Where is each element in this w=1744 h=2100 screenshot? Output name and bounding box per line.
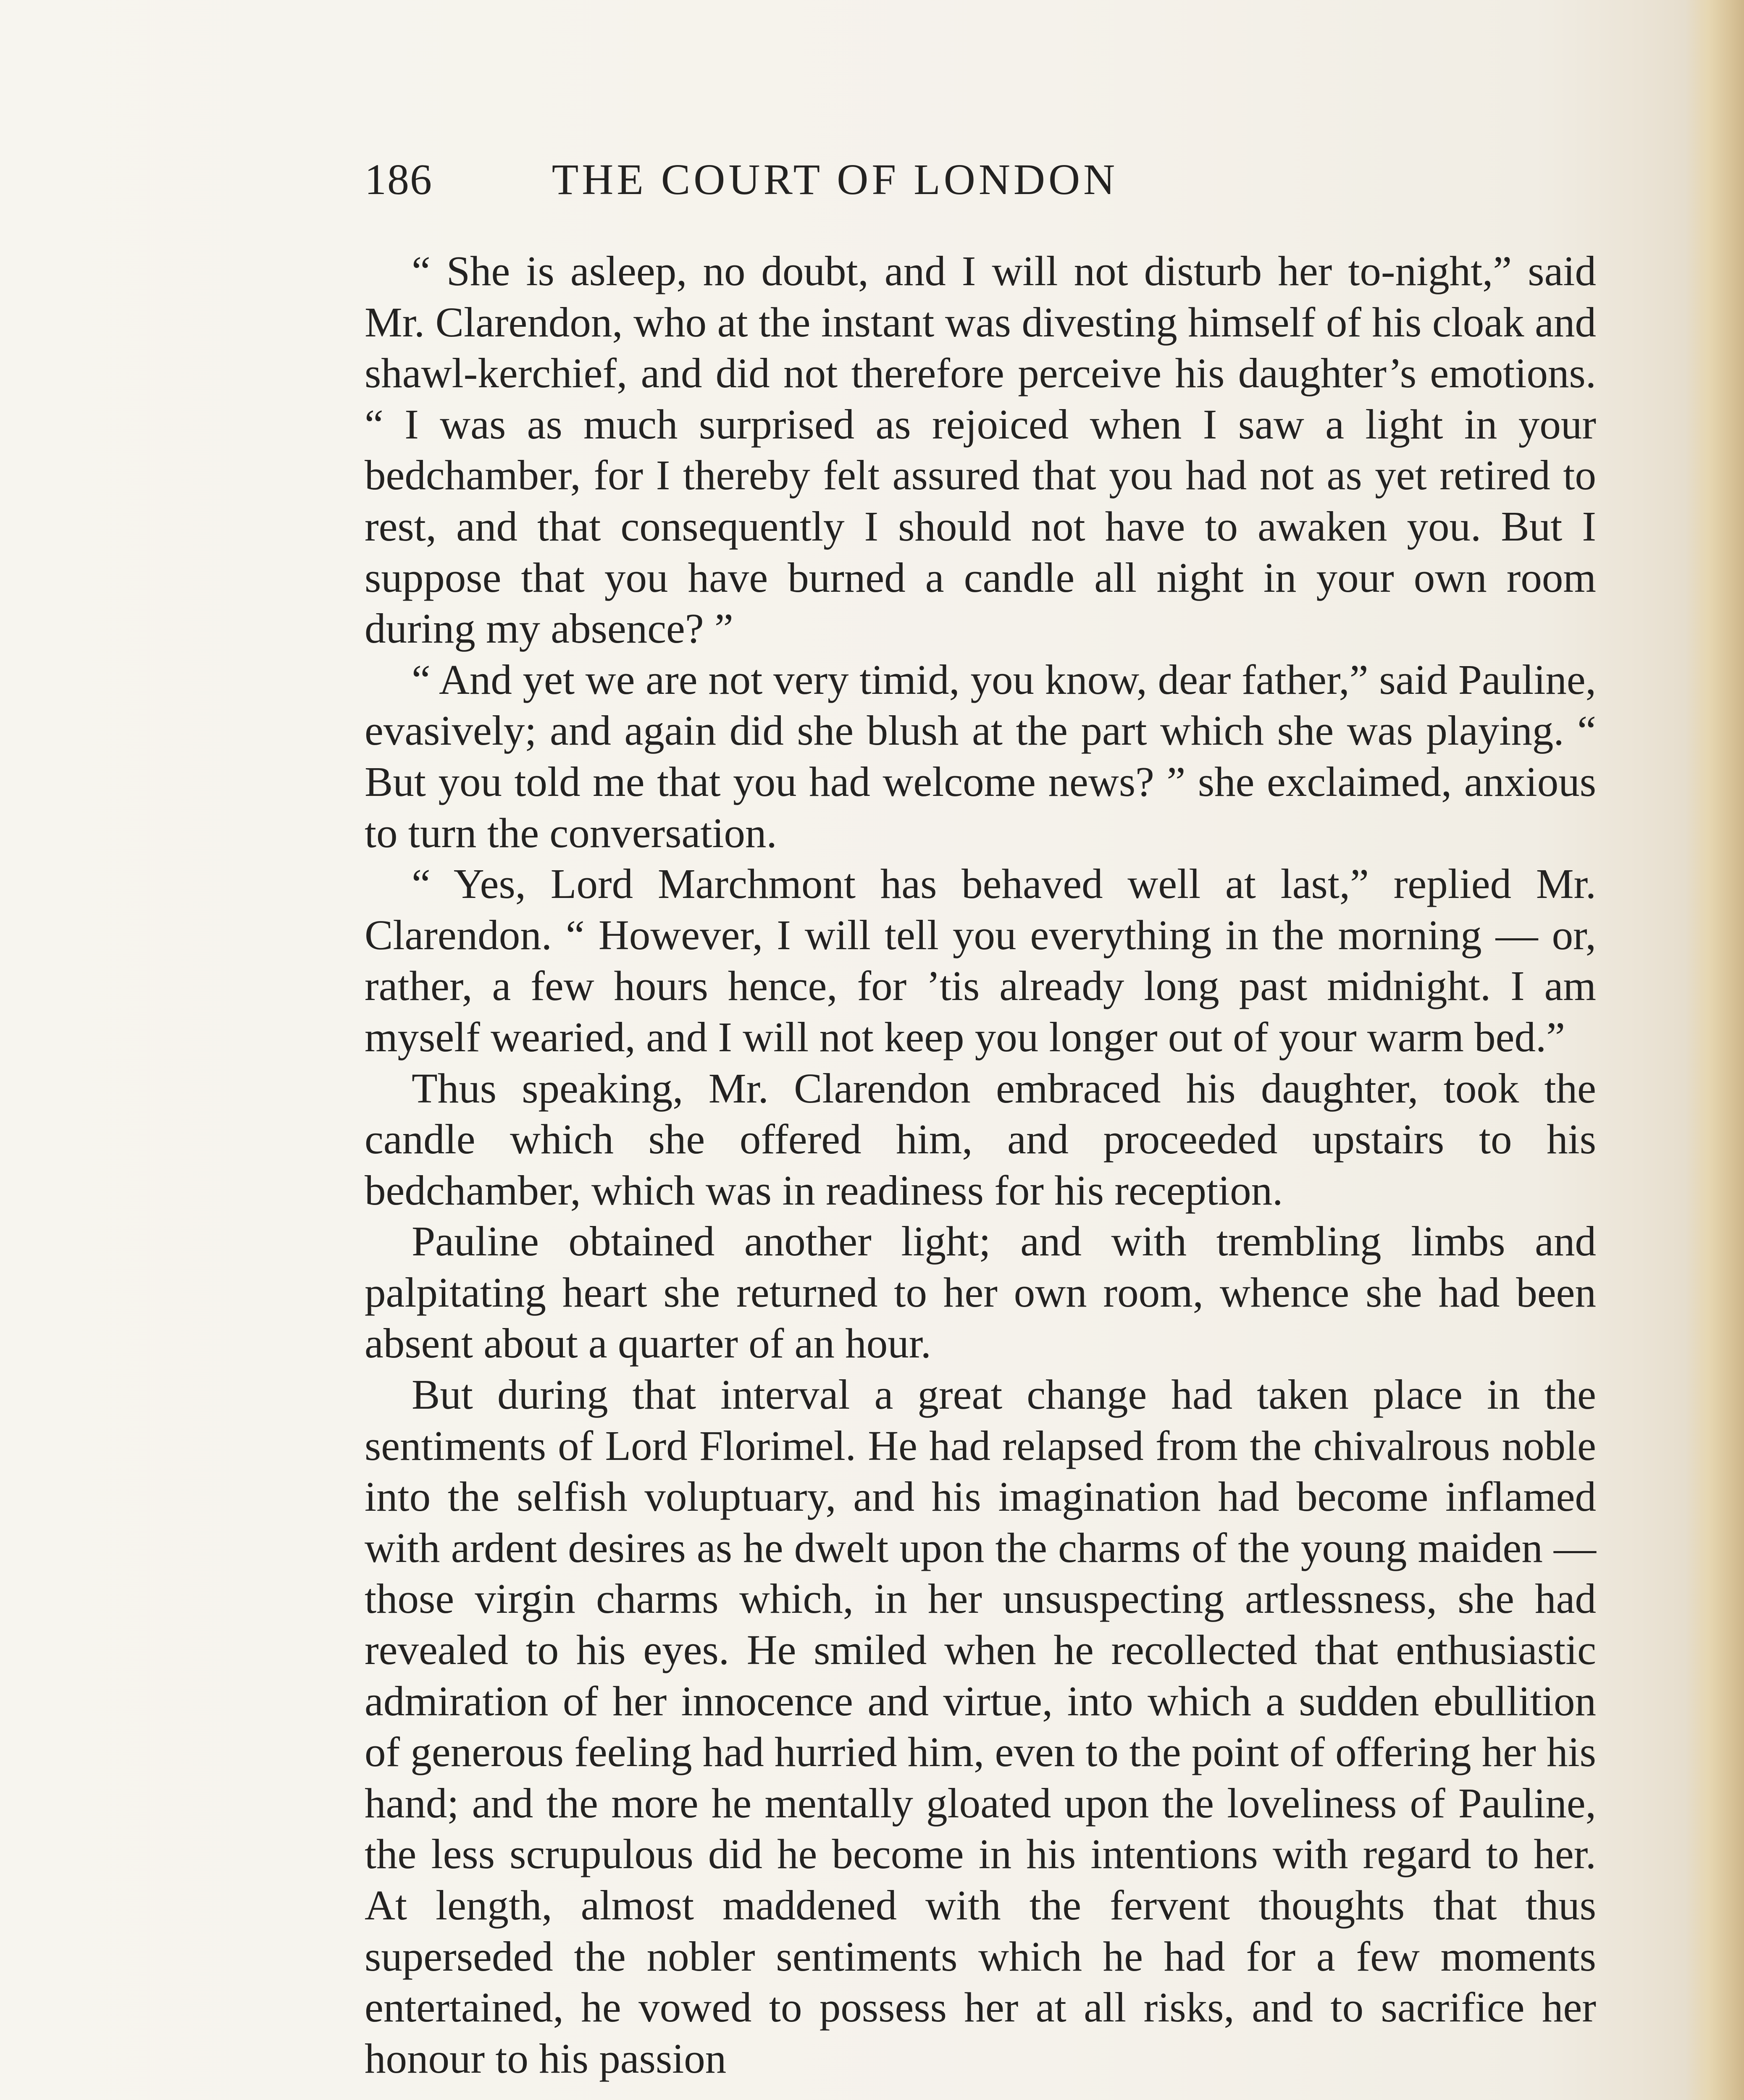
paragraph: “ She is asleep, no doubt, and I will not disturb her to-night,” said Mr. Clarendon, who at the instant was divesting himself of his cloak and shawl-kerchief, and did not therefore perceive his daughter’s emotions. “ I was as much surprised as rejoiced when I saw a light in your bedchamber, for I thereby felt assured that you had not as yet retired to rest, and that consequently I should not have to awaken you. But I suppose that you have burned a candle all night in your own room during my absence? ” [365,247,1596,652]
paragraph: But during that interval a great change had taken place in the sentiments of Lord Florimel. He had relapsed from the chivalrous noble into the selfish voluptuary, and his imagination had become inflamed with ardent desires as he dwelt upon the charms of the young maiden — those virgin charms which, in her unsuspecting artlessness, she had revealed to his eyes. He smiled when he recollected that enthusiastic admiration of her innocence and virtue, into which a sudden ebullition of generous feeling had hurried him, even to the point of offering her his hand; and the more he mentally gloated upon the loveliness of Pauline, the less scrupulous did he become in his intentions with regard to her. At length, almost maddened with the fervent thoughts that thus superseded the nobler sentiments which he had for a few moments entertained, he vowed to possess her at all risks, and to sacrifice her honour to his passion [365,1371,1596,2082]
page-edge [1685,0,1744,2100]
body-text [365,246,1596,2084]
page-header [365,155,1305,218]
paragraph: “ Yes, Lord Marchmont has behaved well at last,” replied Mr. Clarendon. “ However, I will tell you everything in the morning — or, rather, a few hours hence, for ’tis already long past midnight. I am myself wearied, and I will not keep you longer out of your warm bed.” [365,860,1596,1060]
paragraph: Pauline obtained another light; and with trembling limbs and palpitating heart she returned to her own room, whence she had been absent about a quarter of an hour. [365,1218,1596,1367]
page-number: 186 [365,155,433,204]
running-head: THE COURT OF LONDON [552,155,1119,204]
paragraph: Thus speaking, Mr. Clarendon embraced his daughter, took the candle which she offered him, and proceeded upstairs to his bedchamber, which was in readiness for his reception. [365,1064,1596,1214]
paragraph: “ And yet we are not very timid, you know, dear father,” said Pauline, evasively; and again did she blush at the part which she was playing. “ But you told me that you had welcome news? ” she exclaimed, anxious to turn the conversation. [365,656,1596,856]
